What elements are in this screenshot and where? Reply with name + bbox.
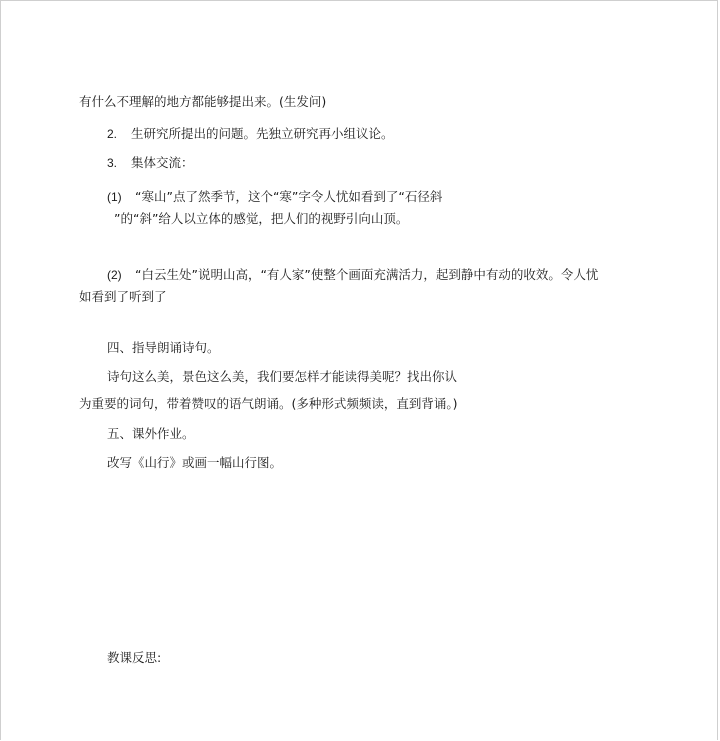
item-number: (2) (107, 268, 122, 282)
section-4-paragraph-line-2: 为重要的词句，带着赞叹的语气朗诵。(多种形式频频读，直到背诵。) (79, 396, 458, 411)
item-number: (1) (107, 190, 122, 204)
exchange-item-2-continued: 如看到了听到了 (79, 289, 167, 304)
section-5-task: 改写《山行》或画一幅山行图。 (107, 455, 283, 470)
reflection-label: 教课反思: (107, 650, 162, 665)
exchange-item-1 (107, 189, 442, 205)
item-line-1: “寒山”点了然季节，这个“寒”字令人忧如看到了“石径斜 (135, 189, 443, 204)
exchange-item-2 (107, 267, 598, 283)
step-text: 集体交流： (131, 155, 194, 170)
section-4-paragraph-line-1: 诗句这么美，景色这么美，我们要怎样才能读得美呢？找出你认 (107, 369, 458, 384)
step-2 (107, 126, 394, 142)
exchange-item-1-continued: ”的“斜”给人以立体的感觉，把人们的视野引向山顶。 (114, 211, 409, 226)
section-4-heading: 四、指导朗诵诗句。 (107, 340, 220, 355)
step-3 (107, 155, 194, 171)
item-line-1: “白云生处”说明山高，“有人家”使整个画面充满活力，起到静中有动的收效。令人忧 (135, 267, 599, 282)
step-text: 生研究所提出的问题。先独立研究再小组议论。 (131, 126, 394, 141)
intro-line: 有什么不理解的地方都能够提出来。(生发问) (79, 94, 327, 109)
step-number: 3. (107, 156, 118, 170)
step-number: 2. (107, 127, 118, 141)
section-5-heading: 五、课外作业。 (107, 426, 195, 441)
